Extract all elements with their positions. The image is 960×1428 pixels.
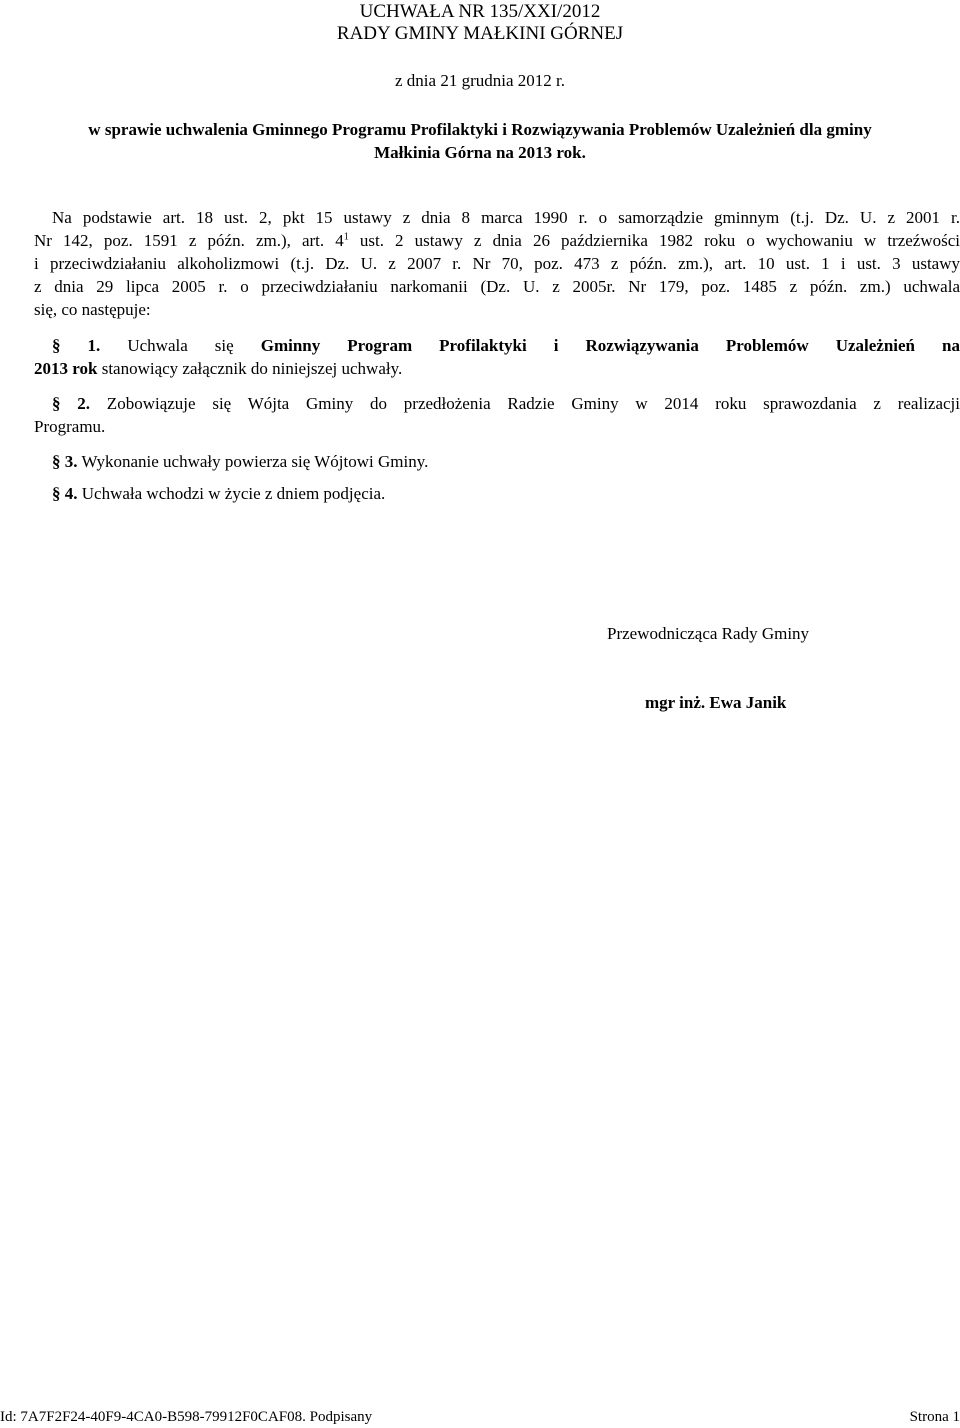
preamble-line-3: i przeciwdziałaniu alkoholizmowi (t.j. Dz. U. z 2007 r. Nr 70, poz. 473 z późn. zm.), art. 10 ust. 1 i ust. 3 ustawy [34,254,960,273]
section-2-line-1: § 2. Zobowiązuje się Wójta Gminy do przedłożenia Radzie Gminy w 2014 roku sprawozdania z realizacji [52,394,960,413]
page-number: Strona 1 [909,1409,960,1425]
section-2-mark: § 2. [52,394,91,413]
preamble-line-1: Na podstawie art. 18 ust. 2, pkt 15 ustawy z dnia 8 marca 1990 r. o samorządzie gminnym (t.j. Dz. U. z 2001 r. [52,208,960,227]
subject-line-2: Małkinia Górna na 2013 rok. [374,143,586,162]
section-1-mark: § 1. [52,336,101,355]
signatory-name: mgr inż. Ewa Janik [645,693,787,712]
preamble-line-2: Nr 142, poz. 1591 z późn. zm.), art. $4^1$ ust. 2 ustawy z dnia 26 października 1982 roku o wychowaniu w trzeźwości [34,231,960,250]
section-1-line-2: 2013 rok stanowiący załącznik do niniejszej uchwały. [34,359,403,378]
section-3-mark: § 3. [52,452,78,471]
preamble-line-5: się, co następuje: [34,300,151,319]
resolution-date: z dnia 21 grudnia 2012 r. [395,71,565,90]
section-4-mark: § 4. [52,484,78,503]
document-title: UCHWAŁA NR 135/XXI/2012 [359,1,601,22]
preamble-line-4: z dnia 29 lipca 2005 r. o przeciwdziałaniu narkomanii (Dz. U. z 2005r. Nr 179, poz. 1485 z późn. zm.) uchwala [34,277,960,296]
council-name: RADY GMINY MAŁKINI GÓRNEJ [336,23,624,44]
document-id: Id: 7A7F2F24-40F9-4CA0-B598-79912F0CAF08. Podpisany [0,1409,373,1425]
section-3: § 3. Wykonanie uchwały powierza się Wójtowi Gminy. [52,452,429,471]
signatory-role: Przewodnicząca Rady Gminy [607,624,810,643]
subject-line-1: w sprawie uchwalenia Gminnego Programu Profilaktyki i Rozwiązywania Problemów Uzależnień dla gminy [88,120,872,139]
section-2-line-2: Programu. [34,417,106,436]
section-4: § 4. Uchwała wchodzi w życie z dniem podjęcia. [52,484,386,503]
section-1-line-1: § 1. Uchwala się Gminny Program Profilaktyki i Rozwiązywania Problemów Uzależnień na [52,336,960,355]
